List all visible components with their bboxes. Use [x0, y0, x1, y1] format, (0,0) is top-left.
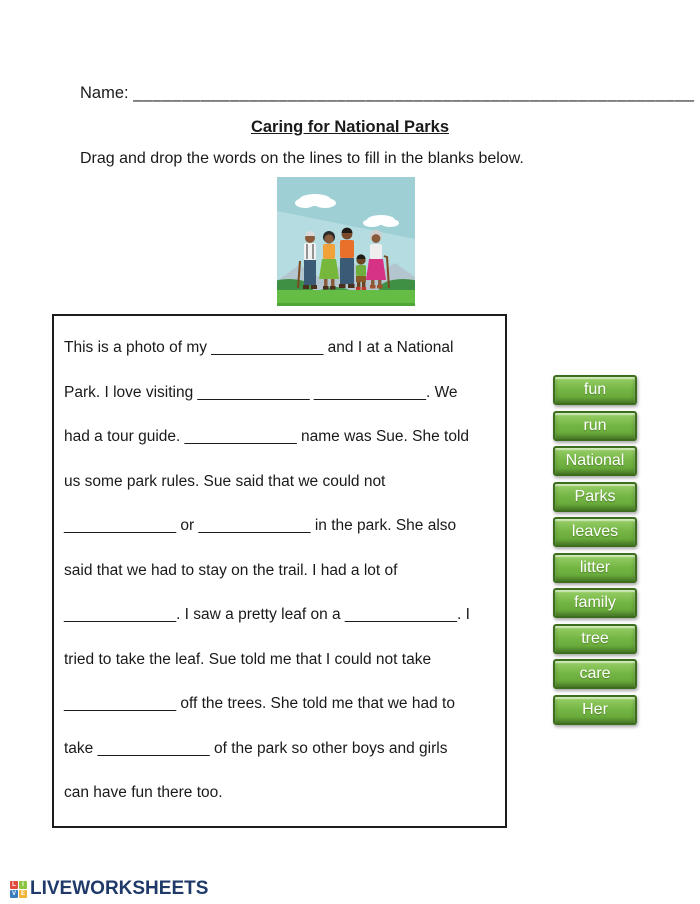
passage-line: This is a photo of my _____________ and I at a National — [64, 339, 454, 356]
passage-line: said that we had to stay on the trail. I had a lot of — [64, 561, 398, 579]
passage-line: take _____________ of the park so other boys and girls — [64, 739, 448, 757]
word-button-her[interactable]: Her — [553, 695, 637, 725]
passage-line: tried to take the leaf. Sue told me that I could not take — [64, 650, 432, 668]
family-illustration — [277, 177, 415, 306]
passage-box — [52, 314, 507, 828]
passage-line: _____________ or _____________ in the park. She also — [64, 517, 457, 534]
name-blank-line: __________________________________________________________ — [133, 84, 695, 102]
passage-line: can have fun there too. — [64, 784, 223, 801]
word-button-family[interactable]: family — [553, 588, 637, 618]
word-button-litter[interactable]: litter — [553, 553, 637, 583]
passage-line: _____________ off the trees. She told me that we had to — [64, 695, 455, 712]
word-button-fun[interactable]: fun — [553, 375, 637, 405]
liveworksheets-logo-icon: L I V E — [11, 881, 25, 897]
word-button-leaves[interactable]: leaves — [553, 517, 637, 547]
word-button-care[interactable]: care — [553, 659, 637, 689]
word-button-national[interactable]: National — [553, 446, 637, 476]
name-label: Name: — [80, 84, 129, 102]
word-button-tree[interactable]: tree — [553, 624, 637, 654]
passage-line: Park. I love visiting _____________ _____________. We — [64, 383, 458, 401]
word-button-parks[interactable]: Parks — [553, 482, 637, 512]
brand-text: LIVEWORKSHEETS — [30, 878, 209, 899]
family-illustration-image — [277, 177, 415, 306]
instructions-text: Drag and drop the words on the lines to fill in the blanks below. — [80, 150, 524, 167]
page-title — [0, 118, 700, 137]
liveworksheets-brand-link[interactable] — [10, 878, 208, 900]
page-title-text: Caring for National Parks — [250, 118, 450, 136]
word-button-run[interactable]: run — [553, 411, 637, 441]
word-bank — [553, 375, 637, 725]
passage-line: us some park rules. Sue said that we could not — [64, 472, 386, 490]
passage-line: _____________. I saw a pretty leaf on a _____________. I — [64, 606, 470, 623]
name-row — [80, 84, 694, 103]
passage-line: had a tour guide. _____________ name was Sue. She told — [64, 428, 470, 445]
